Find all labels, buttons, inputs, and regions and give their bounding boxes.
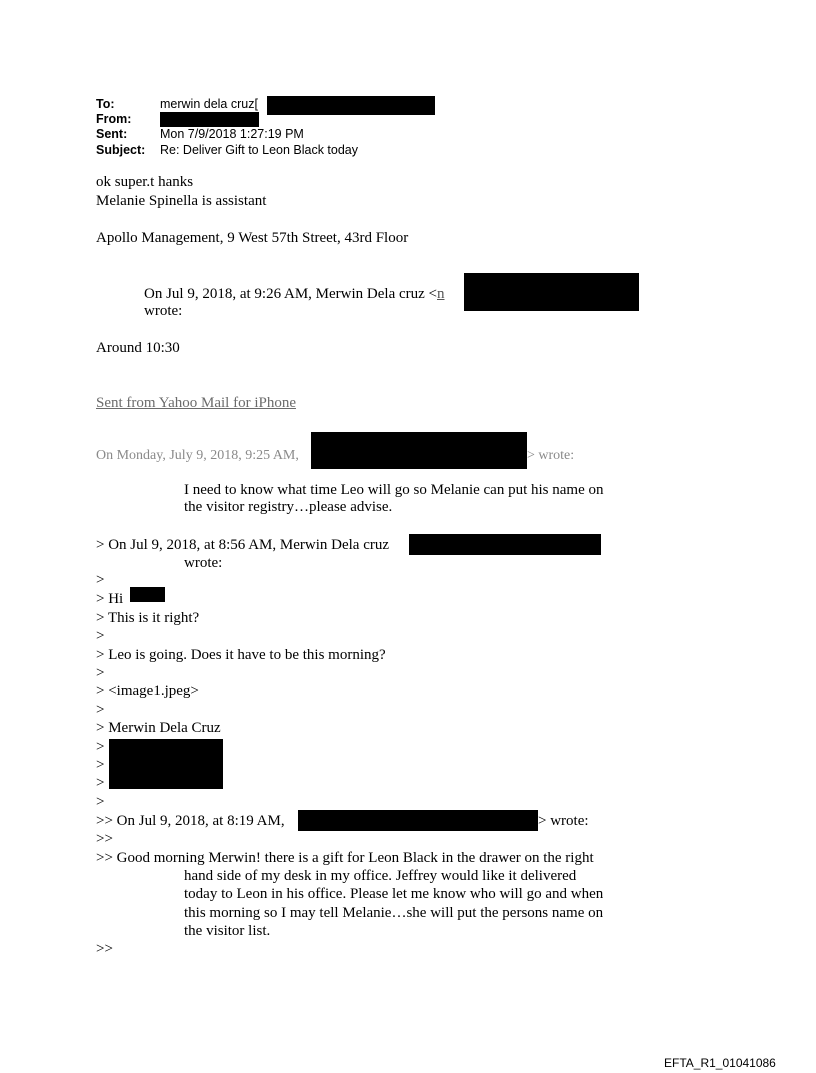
quote-marker: > (96, 739, 105, 755)
quote-marker: >> (96, 941, 113, 957)
good-morning-line-5: the visitor list. (184, 923, 271, 939)
body-line-1: ok super.t hanks (96, 174, 194, 190)
quote3-prefix: > On Jul 9, 2018, at 8:56 AM, Merwin Dela cruz (96, 537, 389, 553)
to-label: To: (96, 97, 115, 111)
address-line: Apollo Management, 9 West 57th Street, 43rd Floor (96, 230, 409, 246)
good-morning-line-2: hand side of my desk in my office. Jeffrey would like it delivered (184, 868, 577, 884)
to-value: merwin dela cruz[ (160, 97, 258, 111)
quote3-wrote: wrote: (184, 555, 223, 571)
quote1-line-1 (144, 286, 445, 303)
quote-marker: > (96, 775, 105, 791)
redaction-quote1-email (464, 273, 639, 311)
leo-going-line: > Leo is going. Does it have to be this morning? (96, 647, 386, 663)
quote-marker: > (96, 628, 105, 644)
subject-label: Subject: (96, 143, 146, 157)
signature-name-line: > Merwin Dela Cruz (96, 720, 221, 736)
redaction-quote3-email (409, 534, 601, 555)
from-label: From: (96, 112, 132, 126)
quote-marker: > (96, 794, 105, 810)
quote-marker: > (96, 702, 105, 718)
quote2-suffix: > wrote: (527, 448, 575, 463)
body-line-2: Melanie Spinella is assistant (96, 193, 267, 209)
good-morning-line-4: this morning so I may tell Melanie…she will put the persons name on (184, 905, 604, 921)
redaction-quote4-sender (298, 810, 538, 831)
quote-marker: > (96, 757, 105, 773)
quote2-prefix: On Monday, July 9, 2018, 9:25 AM, (96, 448, 299, 463)
subject-value: Re: Deliver Gift to Leon Black today (160, 143, 359, 157)
document-id: EFTA_R1_01041086 (664, 1056, 776, 1070)
quote-marker: > (96, 665, 105, 681)
sent-label: Sent: (96, 127, 128, 141)
message-line-1: I need to know what time Leo will go so Melanie can put his name on (184, 482, 604, 498)
message-line-2: the visitor registry…please advise. (184, 499, 393, 515)
redaction-signature-block (109, 739, 223, 789)
quote1-line-2: wrote: (144, 303, 183, 319)
quote1-email-partial: n (437, 286, 445, 302)
hi-line: > Hi (96, 591, 124, 607)
quote4-suffix: > wrote: (538, 813, 589, 829)
image-attachment-line: > <image1.jpeg> (96, 683, 199, 699)
this-right-line: > This is it right? (96, 610, 200, 626)
quote4-prefix: >> On Jul 9, 2018, at 8:19 AM, (96, 813, 285, 829)
around-line: Around 10:30 (96, 340, 180, 356)
sent-from-link[interactable]: Sent from Yahoo Mail for iPhone (96, 395, 296, 411)
redaction-to-email (267, 96, 435, 115)
quote-marker: >> (96, 831, 113, 847)
good-morning-line-3: today to Leon in his office. Please let me know who will go and when (184, 886, 604, 902)
redaction-hi-name (130, 587, 165, 602)
good-morning-line-1: >> Good morning Merwin! there is a gift for Leon Black in the drawer on the right (96, 850, 594, 866)
quote1-prefix: On Jul 9, 2018, at 9:26 AM, Merwin Dela cruz < (144, 286, 437, 302)
sent-value: Mon 7/9/2018 1:27:19 PM (160, 127, 304, 141)
quote-marker: > (96, 572, 105, 588)
redaction-quote2-sender (311, 432, 527, 469)
redaction-from (160, 112, 259, 127)
